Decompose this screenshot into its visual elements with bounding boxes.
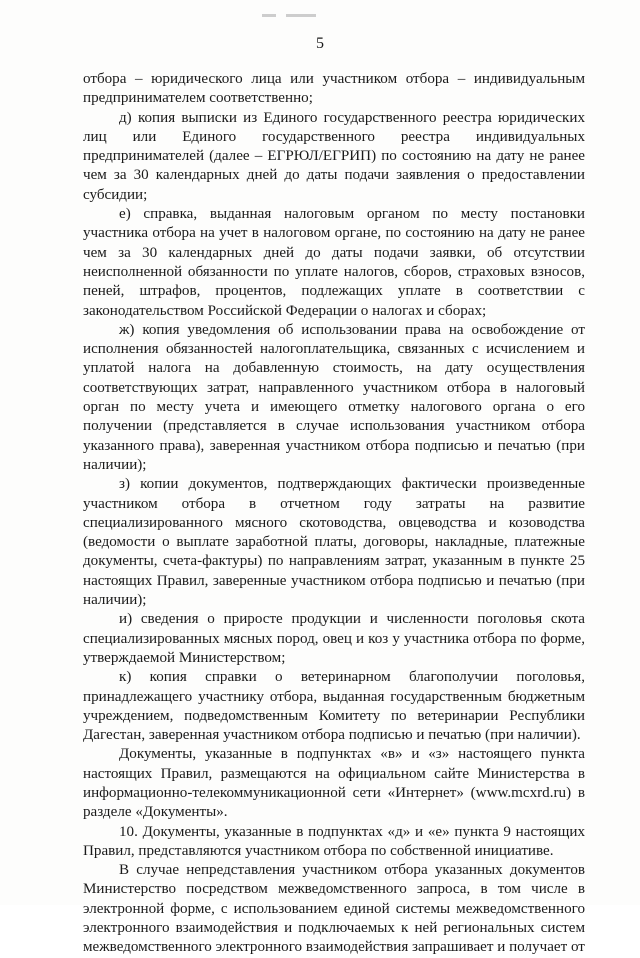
page-number: 5 [316,35,324,52]
paragraph-item-zh: ж) копия уведомления об использовании права на освобождение от исполнения обязанностей налогоплательщика, связанных с исчислением и уплатой налога на добавленную стоимость, на дату осуществления соответствующих затрат, направленного участником отбора в налоговый орган по месту учета и имеющего отметку налогового органа о его получении (представляется в случае использования участником отбора указанного права), заверенная участником отбора подписью и печатью (при наличии); [83,321,585,473]
paragraph-section-10: 10. Документы, указанные в подпунктах «д» и «е» пункта 9 настоящих Правил, представляются участником отбора по собственной инициативе. [83,823,585,859]
paragraph-continuation: отбора – юридического лица или участником отбора – индивидуальным предпринимателем соответственно; [83,71,585,107]
paragraph-item-z: з) копии документов, подтверждающих фактически произведенные участником отбора в отчетном году затраты на развитие специализированного мясного скотоводства, овцеводства и козоводства (ведомости о выплате заработной платы, договоры, накладные, платежные документы, счета-фактуры) по направлениям затрат, указанным в пункте 25 настоящих Правил, заверенные участником отбора подписью и печатью (при наличии); [83,476,585,609]
paragraph-documents-note: Документы, указанные в подпунктах «в» и «з» настоящего пункта настоящих Правил, размещаются на официальном сайте Министерства в информационно-телекоммуникационной сети «Интернет» (www.mcxrd.ru) в разделе «Документы». [83,746,585,821]
paragraph-item-i: и) сведения о приросте продукции и численности поголовья скота специализированных мясных пород, овец и коз у участника отбора по форме, утверждаемой Министерством; [83,611,585,666]
paragraph-item-k: к) копия справки о ветеринарном благополучии поголовья, принадлежащего участнику отбора, выданная государственным бюджетным учреждением, подведомственным Комитету по ветеринарии Республики Дагестан, заверенная участником отбора подписью и печатью (при наличии). [83,669,585,744]
paragraph-item-e: е) справка, выданная налоговым органом по месту постановки участника отбора на учет в налоговом органе, по состоянию на дату не ранее чем за 30 календарных дней до даты подачи заявки, об отсутствии неисполненной обязанности по уплате налогов, сборов, страховых взносов, пеней, штрафов, процентов, подлежащих уплате в соответствии с законодательством Российской Федерации о налогах и сборах; [83,206,585,319]
paragraph-item-d: д) копия выписки из Единого государственного реестра юридических лиц или Единого государственного реестра индивидуальных предпринимателей (далее – ЕГРЮЛ/ЕГРИП) по состоянию на дату не ранее чем за 30 календарных дней до даты подачи заявления о предоставлении субсидии; [83,109,585,203]
document-body [83,70,585,958]
paragraph-interagency-request: В случае непредставления участником отбора указанных документов Министерство посредством межведомственного запроса, в том числе в электронной форме, с использованием единой системы межведомственного электронного взаимодействия и подключаемых к ней региональных систем межведомственного электронного взаимодействия запрашивает и получает от [83,862,585,956]
scan-artifact [262,6,372,16]
